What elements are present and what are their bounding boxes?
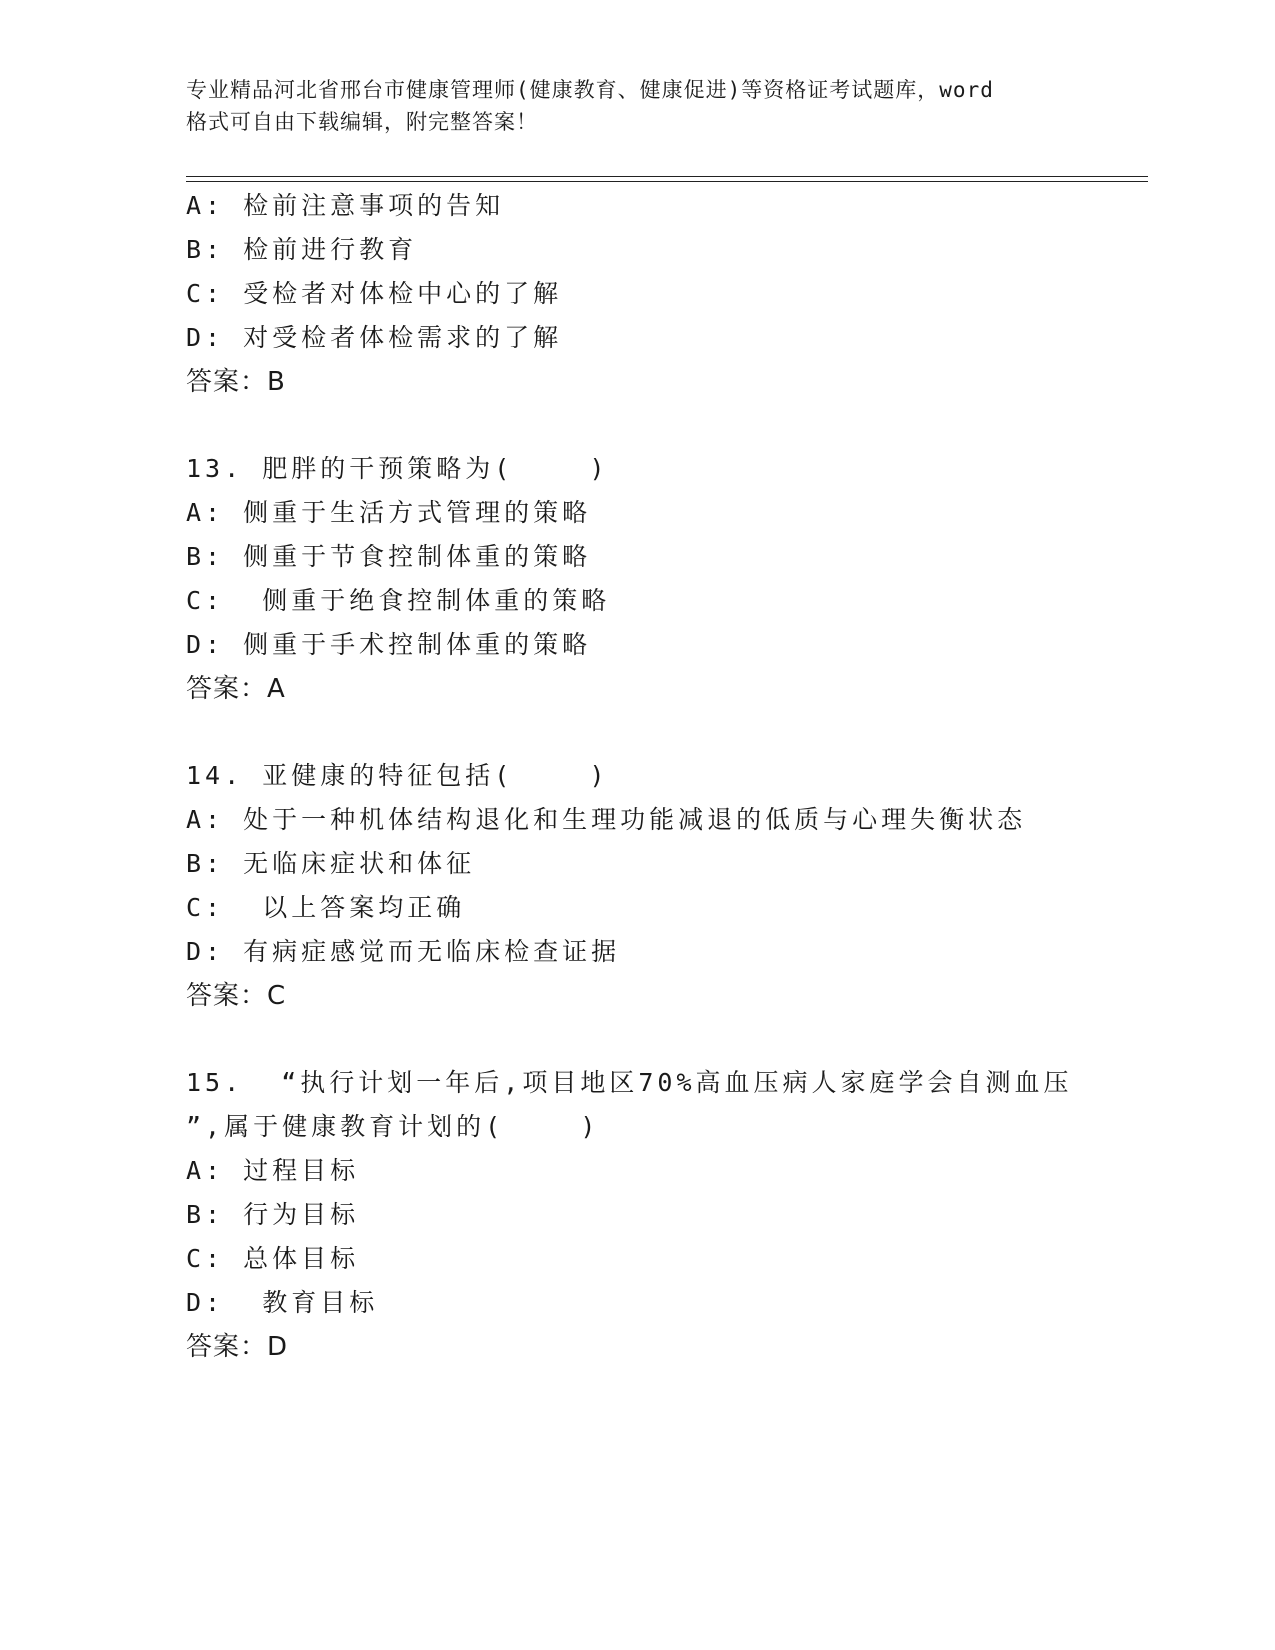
q12-option-b: B: 检前进行教育 xyxy=(186,235,418,264)
header-divider-top xyxy=(186,176,1148,177)
q12-answer: 答案：B xyxy=(186,367,286,397)
q15-option-d: D: 教育目标 xyxy=(186,1288,379,1317)
header-line-2: 格式可自由下载编辑，附完整答案！ xyxy=(186,110,538,134)
q15-question-line-1: 15. “执行计划一年后,项目地区70%高血压病人家庭学会自测血压 xyxy=(186,1068,1073,1097)
q14-answer: 答案：C xyxy=(186,981,287,1011)
q14-option-d: D: 有病症感觉而无临床检查证据 xyxy=(186,937,621,966)
q13-option-a: A: 侧重于生活方式管理的策略 xyxy=(186,498,592,527)
q14-option-b: B: 无临床症状和体征 xyxy=(186,849,476,878)
q12-option-a: A: 检前注意事项的告知 xyxy=(186,191,505,220)
q14-option-a: A: 处于一种机体结构退化和生理功能减退的低质与心理失衡状态 xyxy=(186,805,1027,834)
header-line-1: 专业精品河北省邢台市健康管理师(健康教育、健康促进)等资格证考试题库，word xyxy=(186,78,994,102)
q15-option-a: A: 过程目标 xyxy=(186,1156,360,1185)
q13-answer: 答案：A xyxy=(186,674,286,704)
q13-option-b: B: 侧重于节食控制体重的策略 xyxy=(186,542,592,571)
q12-option-d: D: 对受检者体检需求的了解 xyxy=(186,323,563,352)
q15-answer: 答案：D xyxy=(186,1332,289,1362)
q15-question-line-2: ”,属于健康教育计划的( ) xyxy=(186,1112,600,1141)
document-header xyxy=(186,74,1086,138)
q13-question: 13. 肥胖的干预策略为( ) xyxy=(186,454,609,483)
q14-option-c: C: 以上答案均正确 xyxy=(186,893,466,922)
q15-option-b: B: 行为目标 xyxy=(186,1200,360,1229)
q13-option-d: D: 侧重于手术控制体重的策略 xyxy=(186,630,592,659)
q13-option-c: C: 侧重于绝食控制体重的策略 xyxy=(186,586,611,615)
q12-option-c: C: 受检者对体检中心的了解 xyxy=(186,279,563,308)
q15-option-c: C: 总体目标 xyxy=(186,1244,360,1273)
header-divider-bottom xyxy=(186,181,1148,182)
q14-question: 14. 亚健康的特征包括( ) xyxy=(186,761,609,790)
